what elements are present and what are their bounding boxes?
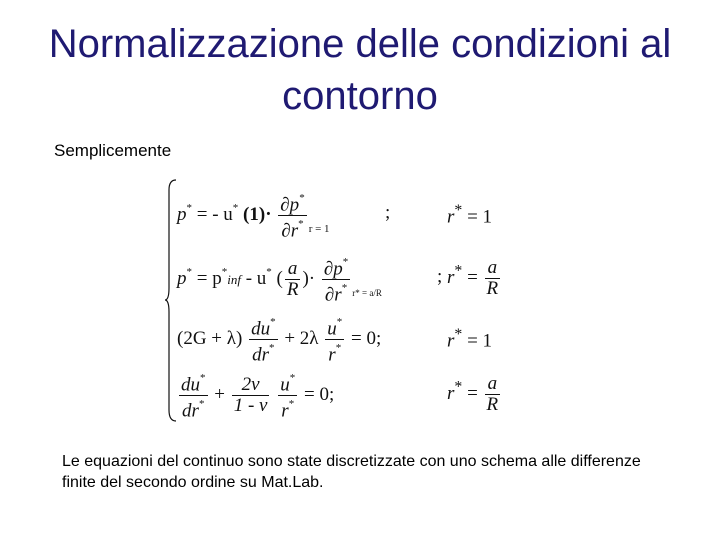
eq1-eval: r = 1 bbox=[308, 223, 330, 236]
condition-2: r* = $\frac{a}{R}$ bbox=[447, 257, 499, 299]
condition-4: r* = $\frac{a}{R}$ bbox=[447, 373, 499, 415]
boundary-equations bbox=[165, 178, 525, 423]
eq1-fraction: $\frac{\partial p^*}{\partial r^*}$ bbox=[280, 192, 305, 242]
eq1-rhs: = - u bbox=[196, 204, 233, 226]
left-brace bbox=[165, 178, 177, 423]
eq1-lhs: p bbox=[177, 204, 187, 226]
equation-1-separator: ; bbox=[385, 202, 391, 223]
equation-2: p* = p*inf - u* ( $\frac{a}{R}$ )· $\frac{\partial p^*}{\partial r^*}$ $_{r* = a/R}$ bbox=[177, 256, 382, 306]
equation-4: $\frac{du^*}{dr^*}$ + $\frac{2\nu}{1 - \nu}$ $\frac{u^*}{r^*}$ = 0; bbox=[181, 372, 335, 422]
condition-1: r* = 1 bbox=[447, 202, 493, 228]
intro-text: Semplicemente bbox=[54, 141, 172, 160]
slide-title: Normalizzazione delle condizioni al contorno bbox=[48, 22, 672, 118]
eq2-fraction: $\frac{\partial p^*}{\partial r^*}$ bbox=[323, 256, 349, 306]
eq1-paren: (1)· bbox=[243, 204, 272, 226]
body-paragraph: Le equazioni del continuo sono state discretizzate con uno schema alle differenze finite del secondo ordine su Mat.Lab. bbox=[62, 453, 641, 491]
equation-2-separator: ; bbox=[437, 266, 443, 287]
equation-1: p* = - u* (1)· $\frac{\partial p^*}{\partial r^*}$ $_{r = 1}$ bbox=[177, 192, 330, 242]
equation-3: (2G + λ) $\frac{du^*}{dr^*}$ + 2λ $\frac{u^*}{r^*}$ = 0; bbox=[177, 316, 382, 366]
condition-3: r* = 1 bbox=[447, 326, 493, 352]
